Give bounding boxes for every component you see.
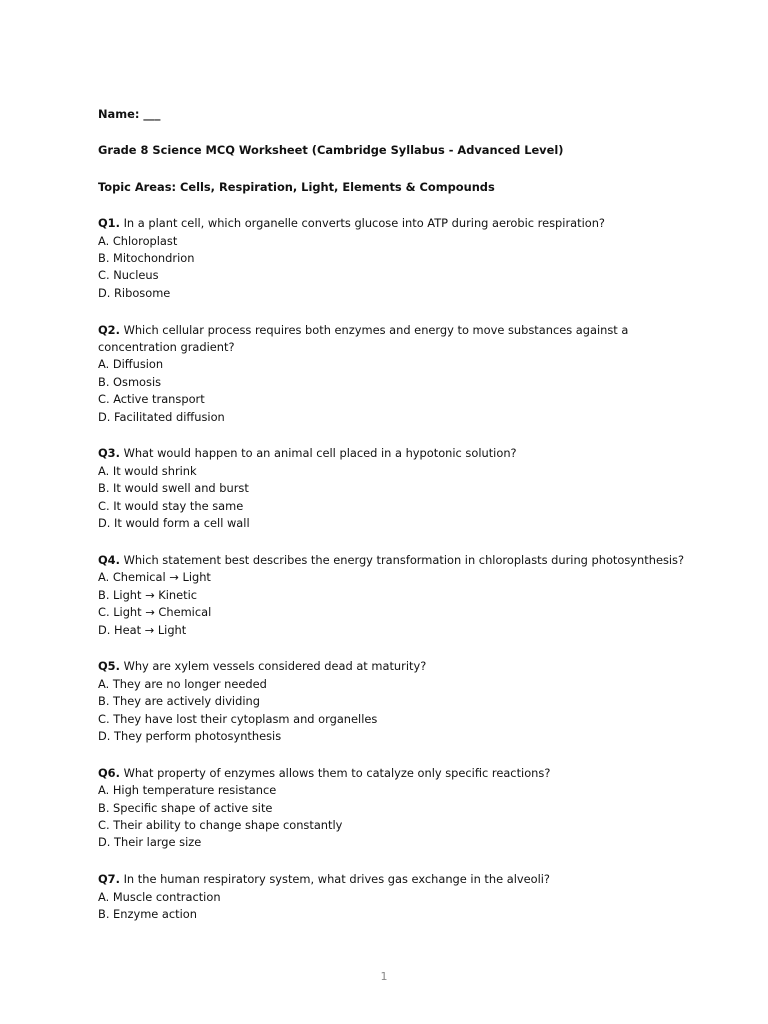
option-c: C. Light → Chemical	[98, 605, 212, 620]
option-b: B. Enzyme action	[98, 906, 197, 921]
option-b: B. Specific shape of active site	[98, 800, 273, 815]
option-d: D. Ribosome	[98, 285, 171, 300]
option-d: D. Their large size	[98, 835, 202, 850]
question-number: Q2.	[98, 322, 120, 337]
question-7	[98, 871, 688, 923]
question-prompt: What would happen to an animal cell placed in a hypotonic solution?	[123, 446, 517, 461]
question-text	[98, 765, 688, 782]
question-list	[98, 215, 688, 923]
worksheet-page	[98, 106, 688, 923]
option-a: A. It would shrink	[98, 463, 197, 478]
option-c: C. Nucleus	[98, 268, 159, 283]
option-a: A. Muscle contraction	[98, 889, 221, 904]
question-3	[98, 445, 688, 532]
question-2	[98, 322, 688, 426]
question-prompt: In a plant cell, which organelle converts glucose into ATP during aerobic respiration?	[123, 216, 605, 231]
option-b: B. They are actively dividing	[98, 694, 260, 709]
option-d: D. They perform photosynthesis	[98, 728, 282, 743]
question-prompt: In the human respiratory system, what drives gas exchange in the alveoli?	[123, 872, 550, 887]
question-number: Q5.	[98, 659, 120, 674]
question-text	[98, 552, 688, 569]
question-prompt: What property of enzymes allows them to catalyze only specific reactions?	[123, 765, 551, 780]
question-text	[98, 322, 688, 357]
option-a: A. Chloroplast	[98, 233, 178, 248]
question-number: Q1.	[98, 216, 120, 231]
question-4	[98, 552, 688, 639]
option-d: D. It would form a cell wall	[98, 516, 250, 531]
question-number: Q4.	[98, 552, 120, 567]
option-b: B. Light → Kinetic	[98, 587, 198, 602]
question-prompt: Why are xylem vessels considered dead at maturity?	[123, 659, 427, 674]
option-b: B. Mitochondrion	[98, 251, 195, 266]
page-number: 1	[380, 970, 388, 983]
question-text	[98, 445, 688, 462]
question-5	[98, 658, 688, 745]
question-text	[98, 215, 688, 232]
option-b: B. Osmosis	[98, 374, 162, 389]
option-c: C. Active transport	[98, 392, 205, 407]
option-a: A. High temperature resistance	[98, 783, 277, 798]
question-number: Q3.	[98, 446, 120, 461]
option-a: A. They are no longer needed	[98, 676, 267, 691]
question-1	[98, 215, 688, 302]
option-c: C. It would stay the same	[98, 498, 244, 513]
option-a: A. Chemical → Light	[98, 570, 211, 585]
question-number: Q7.	[98, 872, 120, 887]
question-text	[98, 658, 688, 675]
question-prompt: Which statement best describes the energy transformation in chloroplasts during photosynthesis?	[123, 552, 685, 567]
option-c: C. Their ability to change shape constantly	[98, 817, 343, 832]
option-c: C. They have lost their cytoplasm and organelles	[98, 711, 378, 726]
option-a: A. Diffusion	[98, 357, 164, 372]
worksheet-title: Grade 8 Science MCQ Worksheet (Cambridge Syllabus - Advanced Level)	[98, 143, 564, 158]
option-b: B. It would swell and burst	[98, 481, 249, 496]
topic-areas: Topic Areas: Cells, Respiration, Light, Elements & Compounds	[98, 179, 495, 194]
option-d: D. Facilitated diffusion	[98, 409, 225, 424]
question-text	[98, 871, 688, 888]
question-number: Q6.	[98, 765, 120, 780]
option-d: D. Heat → Light	[98, 622, 187, 637]
question-6	[98, 765, 688, 852]
name-line: Name: ___	[98, 107, 161, 121]
question-prompt: Which cellular process requires both enzymes and energy to move substances against a concentration gradient?	[98, 322, 629, 355]
